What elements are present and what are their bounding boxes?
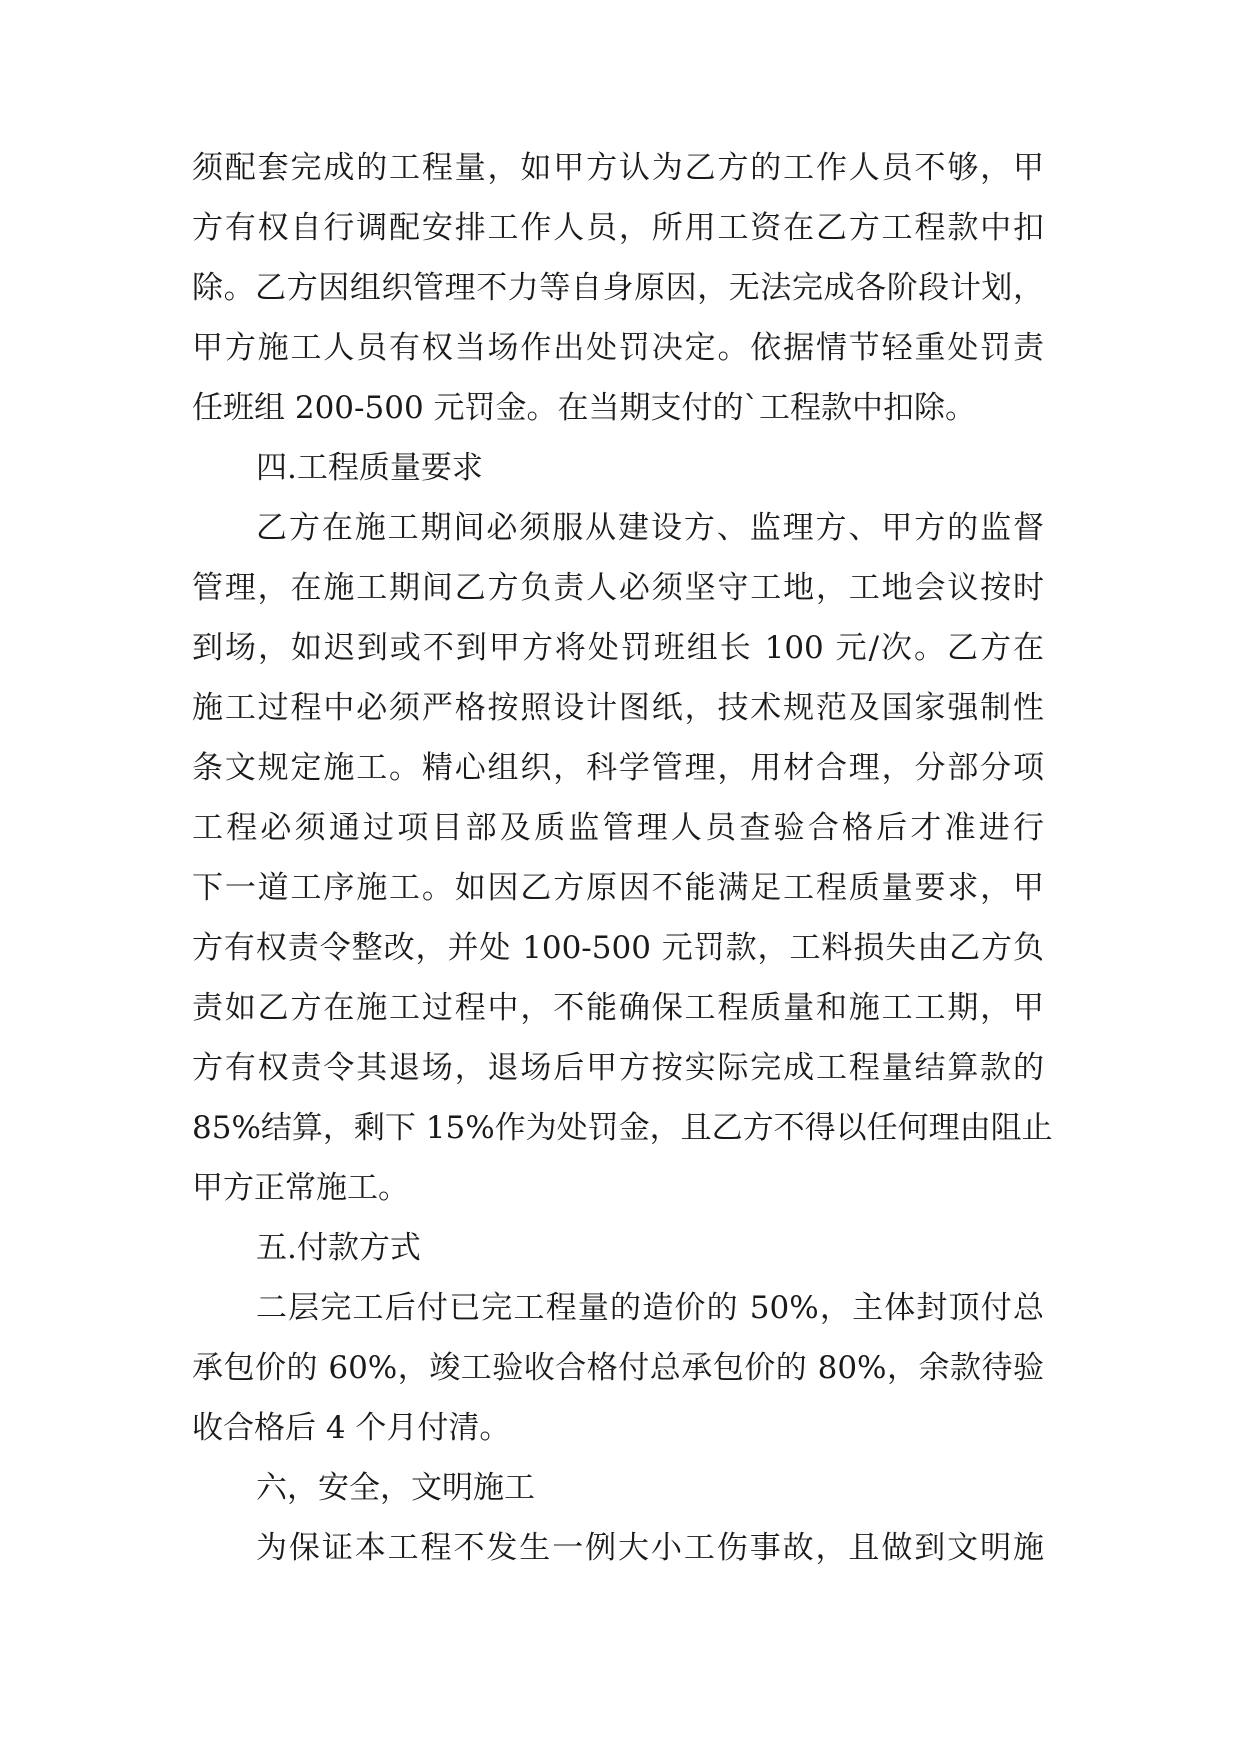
section-heading-quality: 四.工程质量要求 bbox=[256, 450, 483, 486]
body-text-line: 方有权自行调配安排工作人员，所用工资在乙方工程款中扣 bbox=[192, 210, 1044, 246]
body-text-line: 甲方施工人员有权当场作出处罚决定。依据情节轻重处罚责 bbox=[192, 330, 1044, 366]
section-heading-safety: 六，安全，文明施工 bbox=[256, 1470, 535, 1506]
body-text-line: 责如乙方在施工过程中，不能确保工程质量和施工工期，甲 bbox=[192, 990, 1044, 1026]
body-text-line: 工程必须通过项目部及质监管理人员查验合格后才准进行 bbox=[192, 810, 1044, 846]
body-text-line: 须配套完成的工程量，如甲方认为乙方的工作人员不够，甲 bbox=[192, 150, 1044, 186]
body-text-line: 甲方正常施工。 bbox=[192, 1170, 409, 1206]
body-text-line: 任班组 200-500 元罚金。在当期支付的`工程款中扣除。 bbox=[192, 390, 977, 426]
body-text-line: 收合格后 4 个月付清。 bbox=[192, 1410, 511, 1446]
body-text-line: 方有权责令其退场，退场后甲方按实际完成工程量结算款的 bbox=[192, 1050, 1044, 1086]
section-heading-payment: 五.付款方式 bbox=[256, 1230, 421, 1266]
body-text-line: 85%结算，剩下 15%作为处罚金，且乙方不得以任何理由阻止 bbox=[192, 1110, 1053, 1146]
body-text-line: 下一道工序施工。如因乙方原因不能满足工程质量要求，甲 bbox=[192, 870, 1044, 906]
body-text-line: 条文规定施工。精心组织，科学管理，用材合理，分部分项 bbox=[192, 750, 1044, 786]
body-text-line: 除。乙方因组织管理不力等自身原因，无法完成各阶段计划， bbox=[192, 270, 1044, 306]
body-text-line: 承包价的 60%，竣工验收合格付总承包价的 80%，余款待验 bbox=[192, 1350, 1044, 1386]
body-text-line: 乙方在施工期间必须服从建设方、监理方、甲方的监督 bbox=[256, 510, 1044, 546]
body-text-line: 到场，如迟到或不到甲方将处罚班组长 100 元/次。乙方在 bbox=[192, 630, 1044, 666]
body-text-line: 管理，在施工期间乙方负责人必须坚守工地，工地会议按时 bbox=[192, 570, 1044, 606]
body-text-line: 方有权责令整改，并处 100-500 元罚款，工料损失由乙方负 bbox=[192, 930, 1044, 966]
body-text-line: 二层完工后付已完工程量的造价的 50%，主体封顶付总 bbox=[256, 1290, 1044, 1326]
body-text-line: 为保证本工程不发生一例大小工伤事故，且做到文明施 bbox=[256, 1530, 1044, 1566]
body-text-line: 施工过程中必须严格按照设计图纸，技术规范及国家强制性 bbox=[192, 690, 1044, 726]
